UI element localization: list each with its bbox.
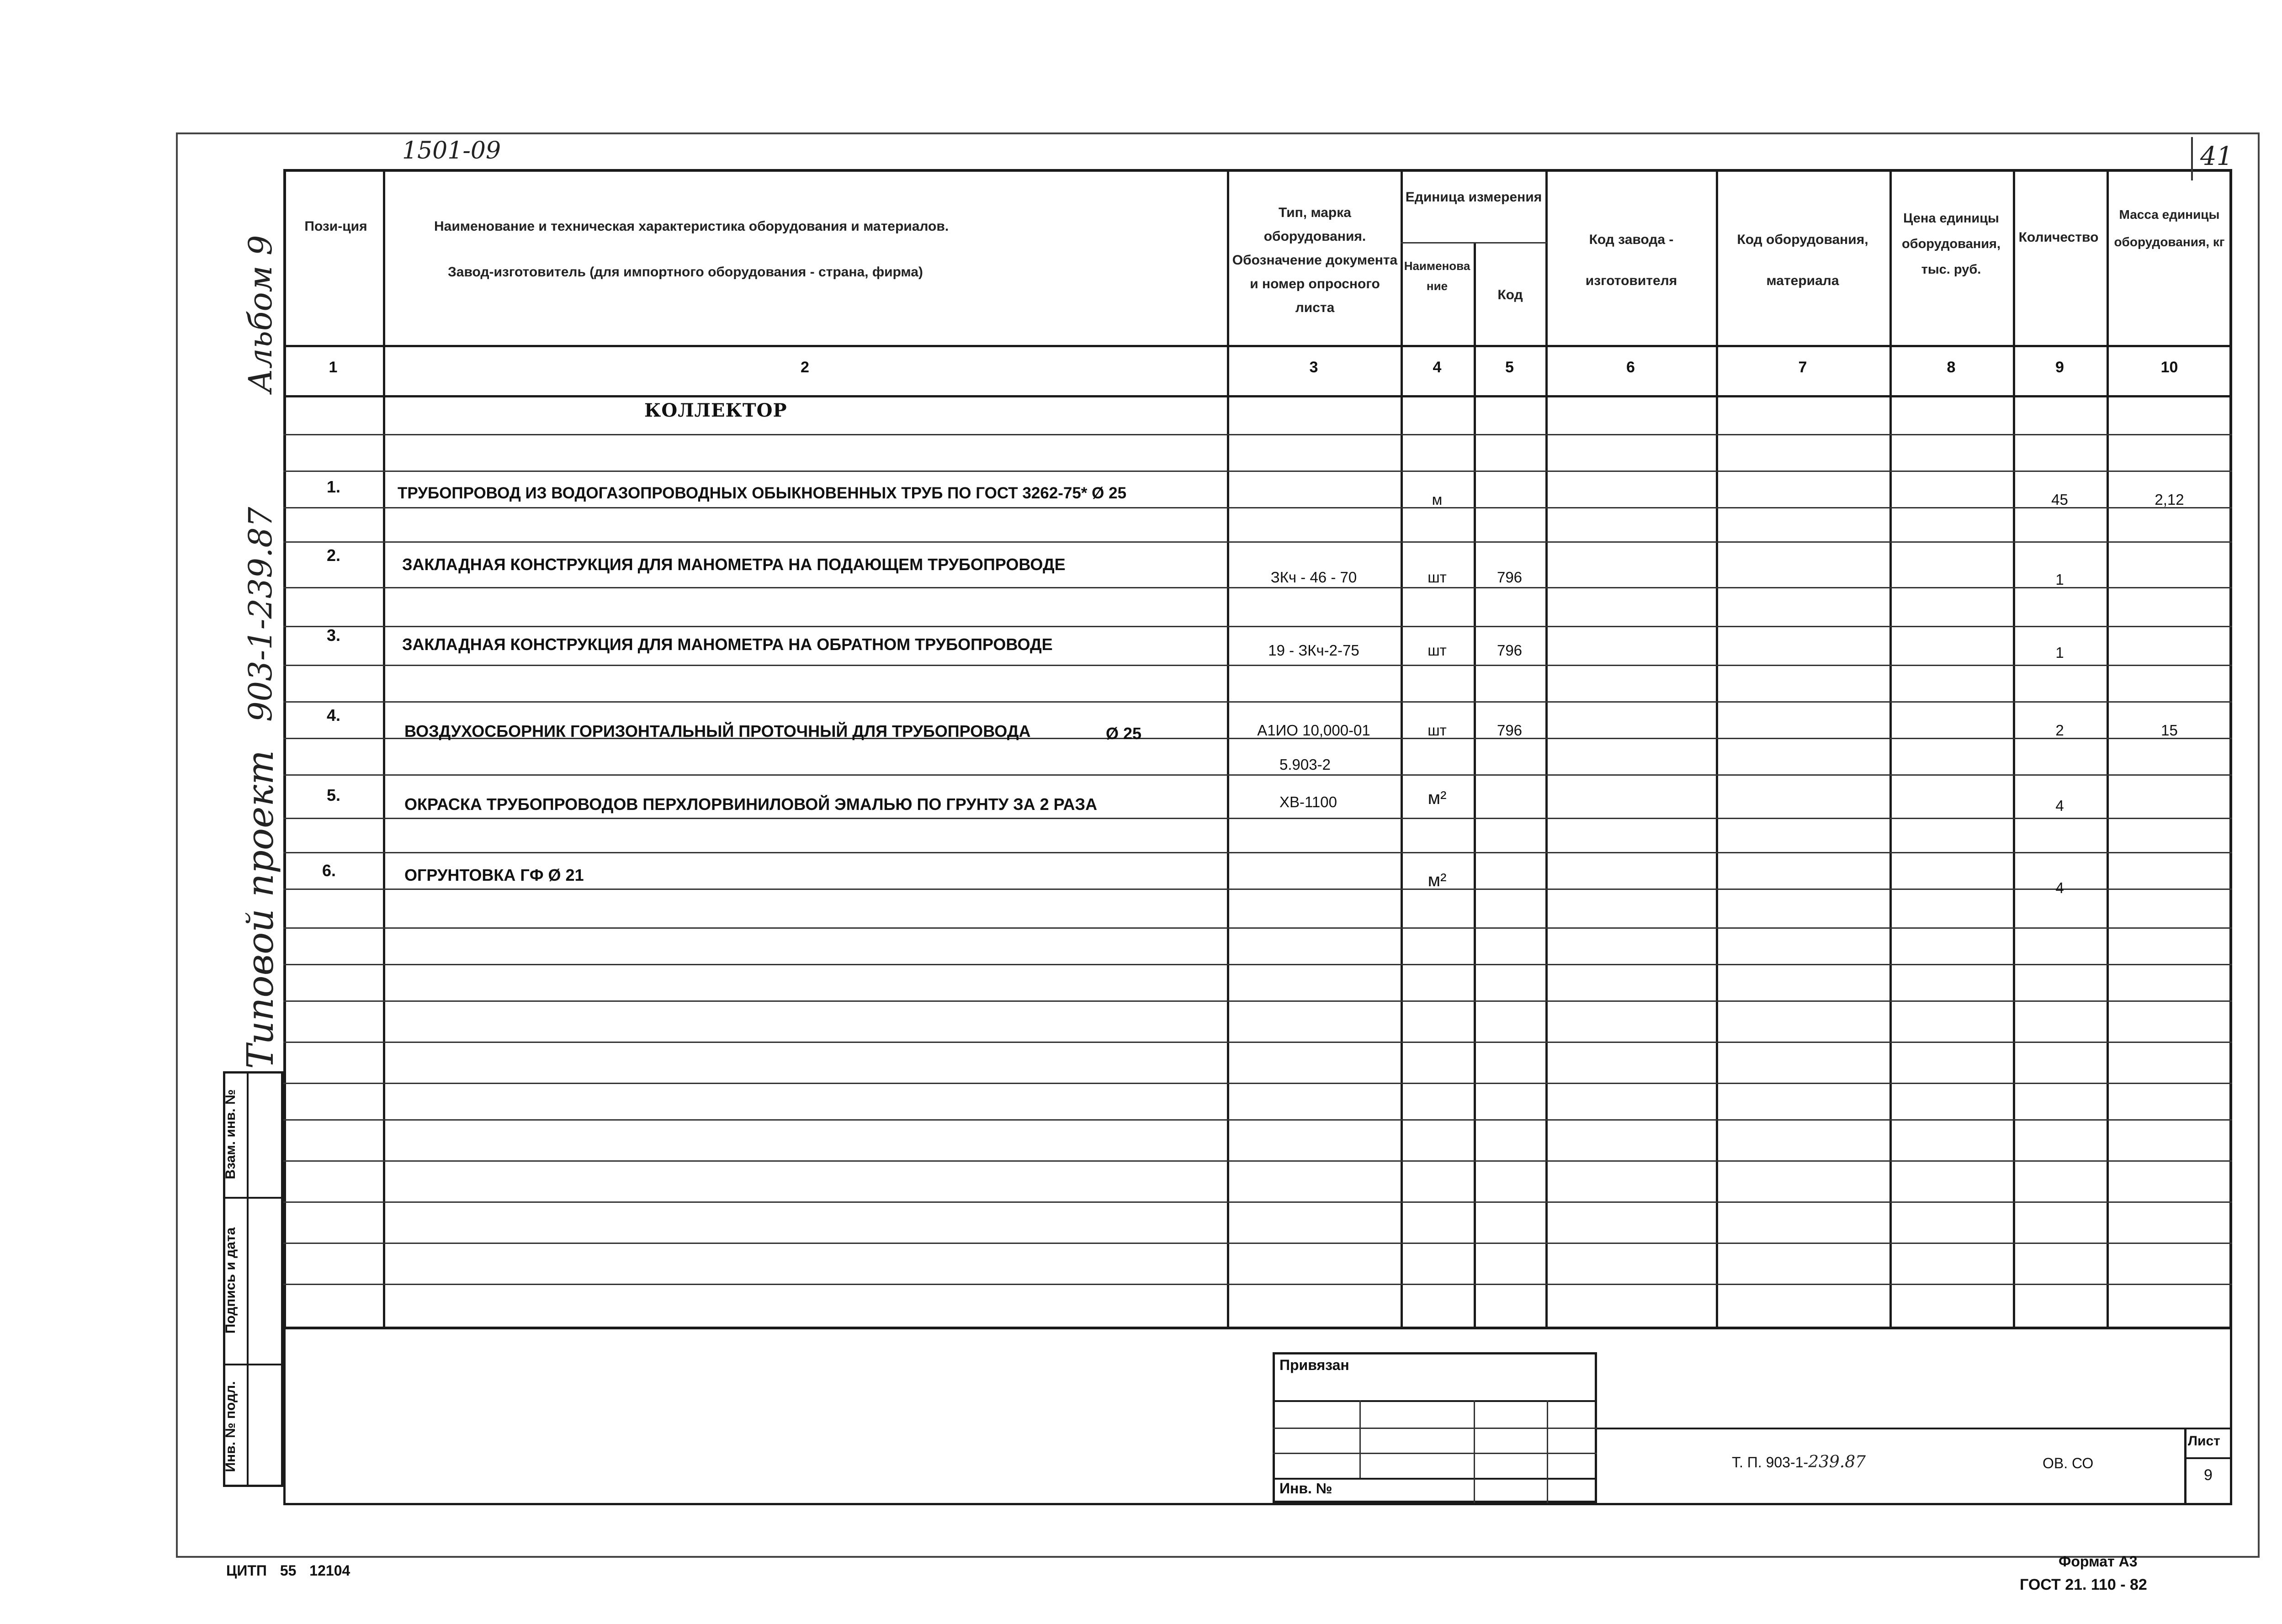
row-code: 796 bbox=[1497, 642, 1523, 659]
col-line bbox=[1401, 169, 1403, 1329]
column-numbers-bottom-line bbox=[283, 395, 2232, 397]
document-code bbox=[1732, 1453, 1866, 1471]
header-name-line1: Наименование и техническая характеристика оборудования и материалов. bbox=[434, 219, 949, 234]
row-type: ЗКч - 46 - 70 bbox=[1270, 569, 1357, 586]
row-line bbox=[283, 587, 2232, 588]
stamp-inv-original: Инв. № подл. bbox=[223, 1381, 238, 1472]
left-stamp-divider bbox=[223, 1364, 283, 1365]
header-type: Тип, марка оборудования. Обозначение документа и номер опросного листа bbox=[1232, 205, 1398, 315]
col-line bbox=[2107, 169, 2109, 1329]
col-line bbox=[1474, 242, 1476, 1329]
row-code: 796 bbox=[1497, 722, 1523, 739]
header-unit-code: Код bbox=[1497, 287, 1523, 302]
document-mark: ОВ. СО bbox=[2043, 1455, 2094, 1471]
row-pos: 5. bbox=[327, 786, 341, 804]
document-code-handwritten: 239.87 bbox=[1808, 1453, 1866, 1471]
side-project-number: 903-1-239.87 bbox=[242, 507, 279, 722]
column-number: 8 bbox=[1947, 359, 1956, 376]
unit-group-line bbox=[1401, 242, 1547, 243]
row-line bbox=[283, 927, 2232, 929]
footer-gost: ГОСТ 21. 110 - 82 bbox=[2020, 1576, 2147, 1593]
row-mass: 2,12 bbox=[2155, 491, 2184, 508]
binding-line bbox=[1273, 1453, 1597, 1454]
header-bottom-line bbox=[283, 345, 2232, 347]
row-name: ВОЗДУХОСБОРНИК ГОРИЗОНТАЛЬНЫЙ ПРОТОЧНЫЙ ДЛЯ ТРУБОПРОВОДА bbox=[404, 722, 1031, 741]
column-number: 5 bbox=[1505, 359, 1514, 376]
row-name: ЗАКЛАДНАЯ КОНСТРУКЦИЯ ДЛЯ МАНОМЕТРА НА ОБРАТНОМ ТРУБОПРОВОДЕ bbox=[402, 635, 1053, 654]
col-line bbox=[1227, 169, 1229, 1329]
row-line bbox=[283, 852, 2232, 853]
row-unit: м² bbox=[1428, 870, 1447, 890]
row-line bbox=[283, 889, 2232, 890]
row-qty: 1 bbox=[2055, 644, 2064, 661]
row-pos: 6. bbox=[322, 861, 336, 880]
row-line bbox=[283, 665, 2232, 666]
column-number: 3 bbox=[1309, 359, 1318, 376]
column-number: 9 bbox=[2055, 359, 2064, 376]
footer-format: Формат А3 bbox=[2059, 1553, 2138, 1570]
handwritten-top-code: 1501-09 bbox=[402, 137, 501, 164]
row-line bbox=[283, 1243, 2232, 1244]
inv-label: Инв. № bbox=[1279, 1480, 1332, 1497]
header-qty: Количество bbox=[2018, 230, 2099, 245]
row-unit: шт bbox=[1428, 642, 1447, 659]
row-line bbox=[283, 1160, 2232, 1162]
corner-mark-line bbox=[2191, 137, 2193, 180]
col-line bbox=[1716, 169, 1718, 1329]
row-line bbox=[283, 1284, 2232, 1285]
row-type-2: 5.903-2 bbox=[1279, 756, 1331, 773]
title-block bbox=[283, 1329, 2232, 1505]
stamp-signature-date: Подпись и дата bbox=[223, 1227, 238, 1334]
header-pos: Пози-ция bbox=[304, 219, 367, 234]
binding-line bbox=[1273, 1400, 1597, 1402]
spec-table bbox=[283, 169, 2232, 1329]
row-type: А1ИО 10,000-01 bbox=[1257, 722, 1370, 739]
row-line bbox=[283, 774, 2232, 776]
row-line bbox=[283, 1119, 2232, 1121]
row-code: 796 bbox=[1497, 569, 1523, 586]
row-qty: 2 bbox=[2055, 722, 2064, 739]
header-unit-group: Единица измерения bbox=[1405, 190, 1542, 205]
row-line bbox=[283, 541, 2232, 543]
col-line bbox=[2013, 169, 2015, 1329]
header-plant-code: Код завода - изготовителя bbox=[1585, 232, 1677, 288]
header-unit-name: Наименование bbox=[1404, 259, 1470, 293]
row-name: ЗАКЛАДНАЯ КОНСТРУКЦИЯ ДЛЯ МАНОМЕТРА НА ПОДАЮЩЕМ ТРУБОПРОВОДЕ bbox=[402, 555, 1066, 574]
row-name: ОГРУНТОВКА ГФ Ø 21 bbox=[404, 866, 584, 884]
side-project-label: Типовой проект bbox=[239, 750, 281, 1069]
row-name: ОКРАСКА ТРУБОПРОВОДОВ ПЕРХЛОРВИНИЛОВОЙ ЭМАЛЬЮ ПО ГРУНТУ ЗА 2 РАЗА bbox=[404, 795, 1098, 814]
binding-vline bbox=[1359, 1400, 1361, 1478]
row-line bbox=[283, 701, 2232, 703]
document-code-printed: Т. П. 903-1- bbox=[1732, 1454, 1809, 1471]
header-price: Цена единицы оборудования, тыс. руб. bbox=[1901, 211, 2001, 277]
section-title: КОЛЛЕКТОР bbox=[644, 400, 787, 421]
binding-line bbox=[1273, 1478, 1597, 1480]
row-unit: м² bbox=[1428, 788, 1447, 808]
col-line bbox=[1889, 169, 1892, 1329]
handwritten-sheet-corner: 41 bbox=[2200, 142, 2233, 171]
row-unit: шт bbox=[1428, 569, 1447, 586]
left-stamp-divider bbox=[247, 1071, 249, 1487]
col-line bbox=[1545, 169, 1548, 1329]
column-number: 1 bbox=[329, 359, 338, 376]
row-pos: 1. bbox=[327, 477, 341, 496]
row-unit: м bbox=[1432, 491, 1443, 508]
row-line bbox=[283, 1000, 2232, 1002]
column-number: 7 bbox=[1798, 359, 1807, 376]
row-name-suffix: Ø 25 bbox=[1106, 724, 1142, 743]
row-unit: шт bbox=[1428, 722, 1447, 739]
row-mass: 15 bbox=[2161, 722, 2178, 739]
stamp-replace-inv: Взам. инв. № bbox=[223, 1089, 238, 1180]
row-qty: 4 bbox=[2055, 879, 2064, 896]
row-pos: 2. bbox=[327, 546, 341, 565]
row-line bbox=[283, 1201, 2232, 1203]
column-number: 4 bbox=[1433, 359, 1442, 376]
column-number: 2 bbox=[801, 359, 809, 376]
column-number: 6 bbox=[1626, 359, 1635, 376]
sheet-number: 9 bbox=[2204, 1466, 2213, 1484]
title-block-sheet-line bbox=[2184, 1457, 2232, 1459]
title-block-top-line bbox=[1597, 1428, 2232, 1429]
row-line bbox=[283, 1042, 2232, 1043]
row-qty: 45 bbox=[2051, 491, 2068, 508]
row-pos: 3. bbox=[327, 626, 341, 645]
header-mass: Масса единицы оборудования, кг bbox=[2114, 207, 2225, 249]
left-stamp-divider bbox=[223, 1197, 283, 1199]
row-type: ХВ-1100 bbox=[1279, 793, 1337, 810]
column-number: 10 bbox=[2160, 359, 2178, 376]
bound-label: Привязан bbox=[1279, 1357, 1349, 1373]
footer-left-code: ЦИТП 55 12104 bbox=[226, 1562, 350, 1579]
row-line bbox=[283, 626, 2232, 627]
row-name: ТРУБОПРОВОД ИЗ ВОДОГАЗОПРОВОДНЫХ ОБЫКНОВЕННЫХ ТРУБ ПО ГОСТ 3262-75* Ø 25 bbox=[398, 484, 1127, 502]
row-qty: 1 bbox=[2055, 571, 2064, 588]
row-line bbox=[283, 1083, 2232, 1084]
row-line bbox=[283, 818, 2232, 819]
sheet-label: Лист bbox=[2188, 1434, 2220, 1449]
header-equip-code: Код оборудования, материала bbox=[1737, 232, 1868, 288]
side-album-label: Альбом 9 bbox=[242, 235, 279, 393]
binding-vline bbox=[1547, 1400, 1548, 1503]
row-qty: 4 bbox=[2055, 797, 2064, 814]
row-line bbox=[283, 507, 2232, 508]
binding-vline bbox=[1474, 1400, 1475, 1503]
row-line bbox=[283, 964, 2232, 965]
row-line bbox=[283, 471, 2232, 472]
row-pos: 4. bbox=[327, 706, 341, 725]
binding-line bbox=[1273, 1428, 1597, 1429]
header-name-line2: Завод-изготовитель (для импортного оборудования - страна, фирма) bbox=[448, 264, 923, 280]
row-type: 19 - ЗКч-2-75 bbox=[1268, 642, 1359, 659]
row-line bbox=[283, 434, 2232, 435]
col-line bbox=[383, 169, 385, 1329]
